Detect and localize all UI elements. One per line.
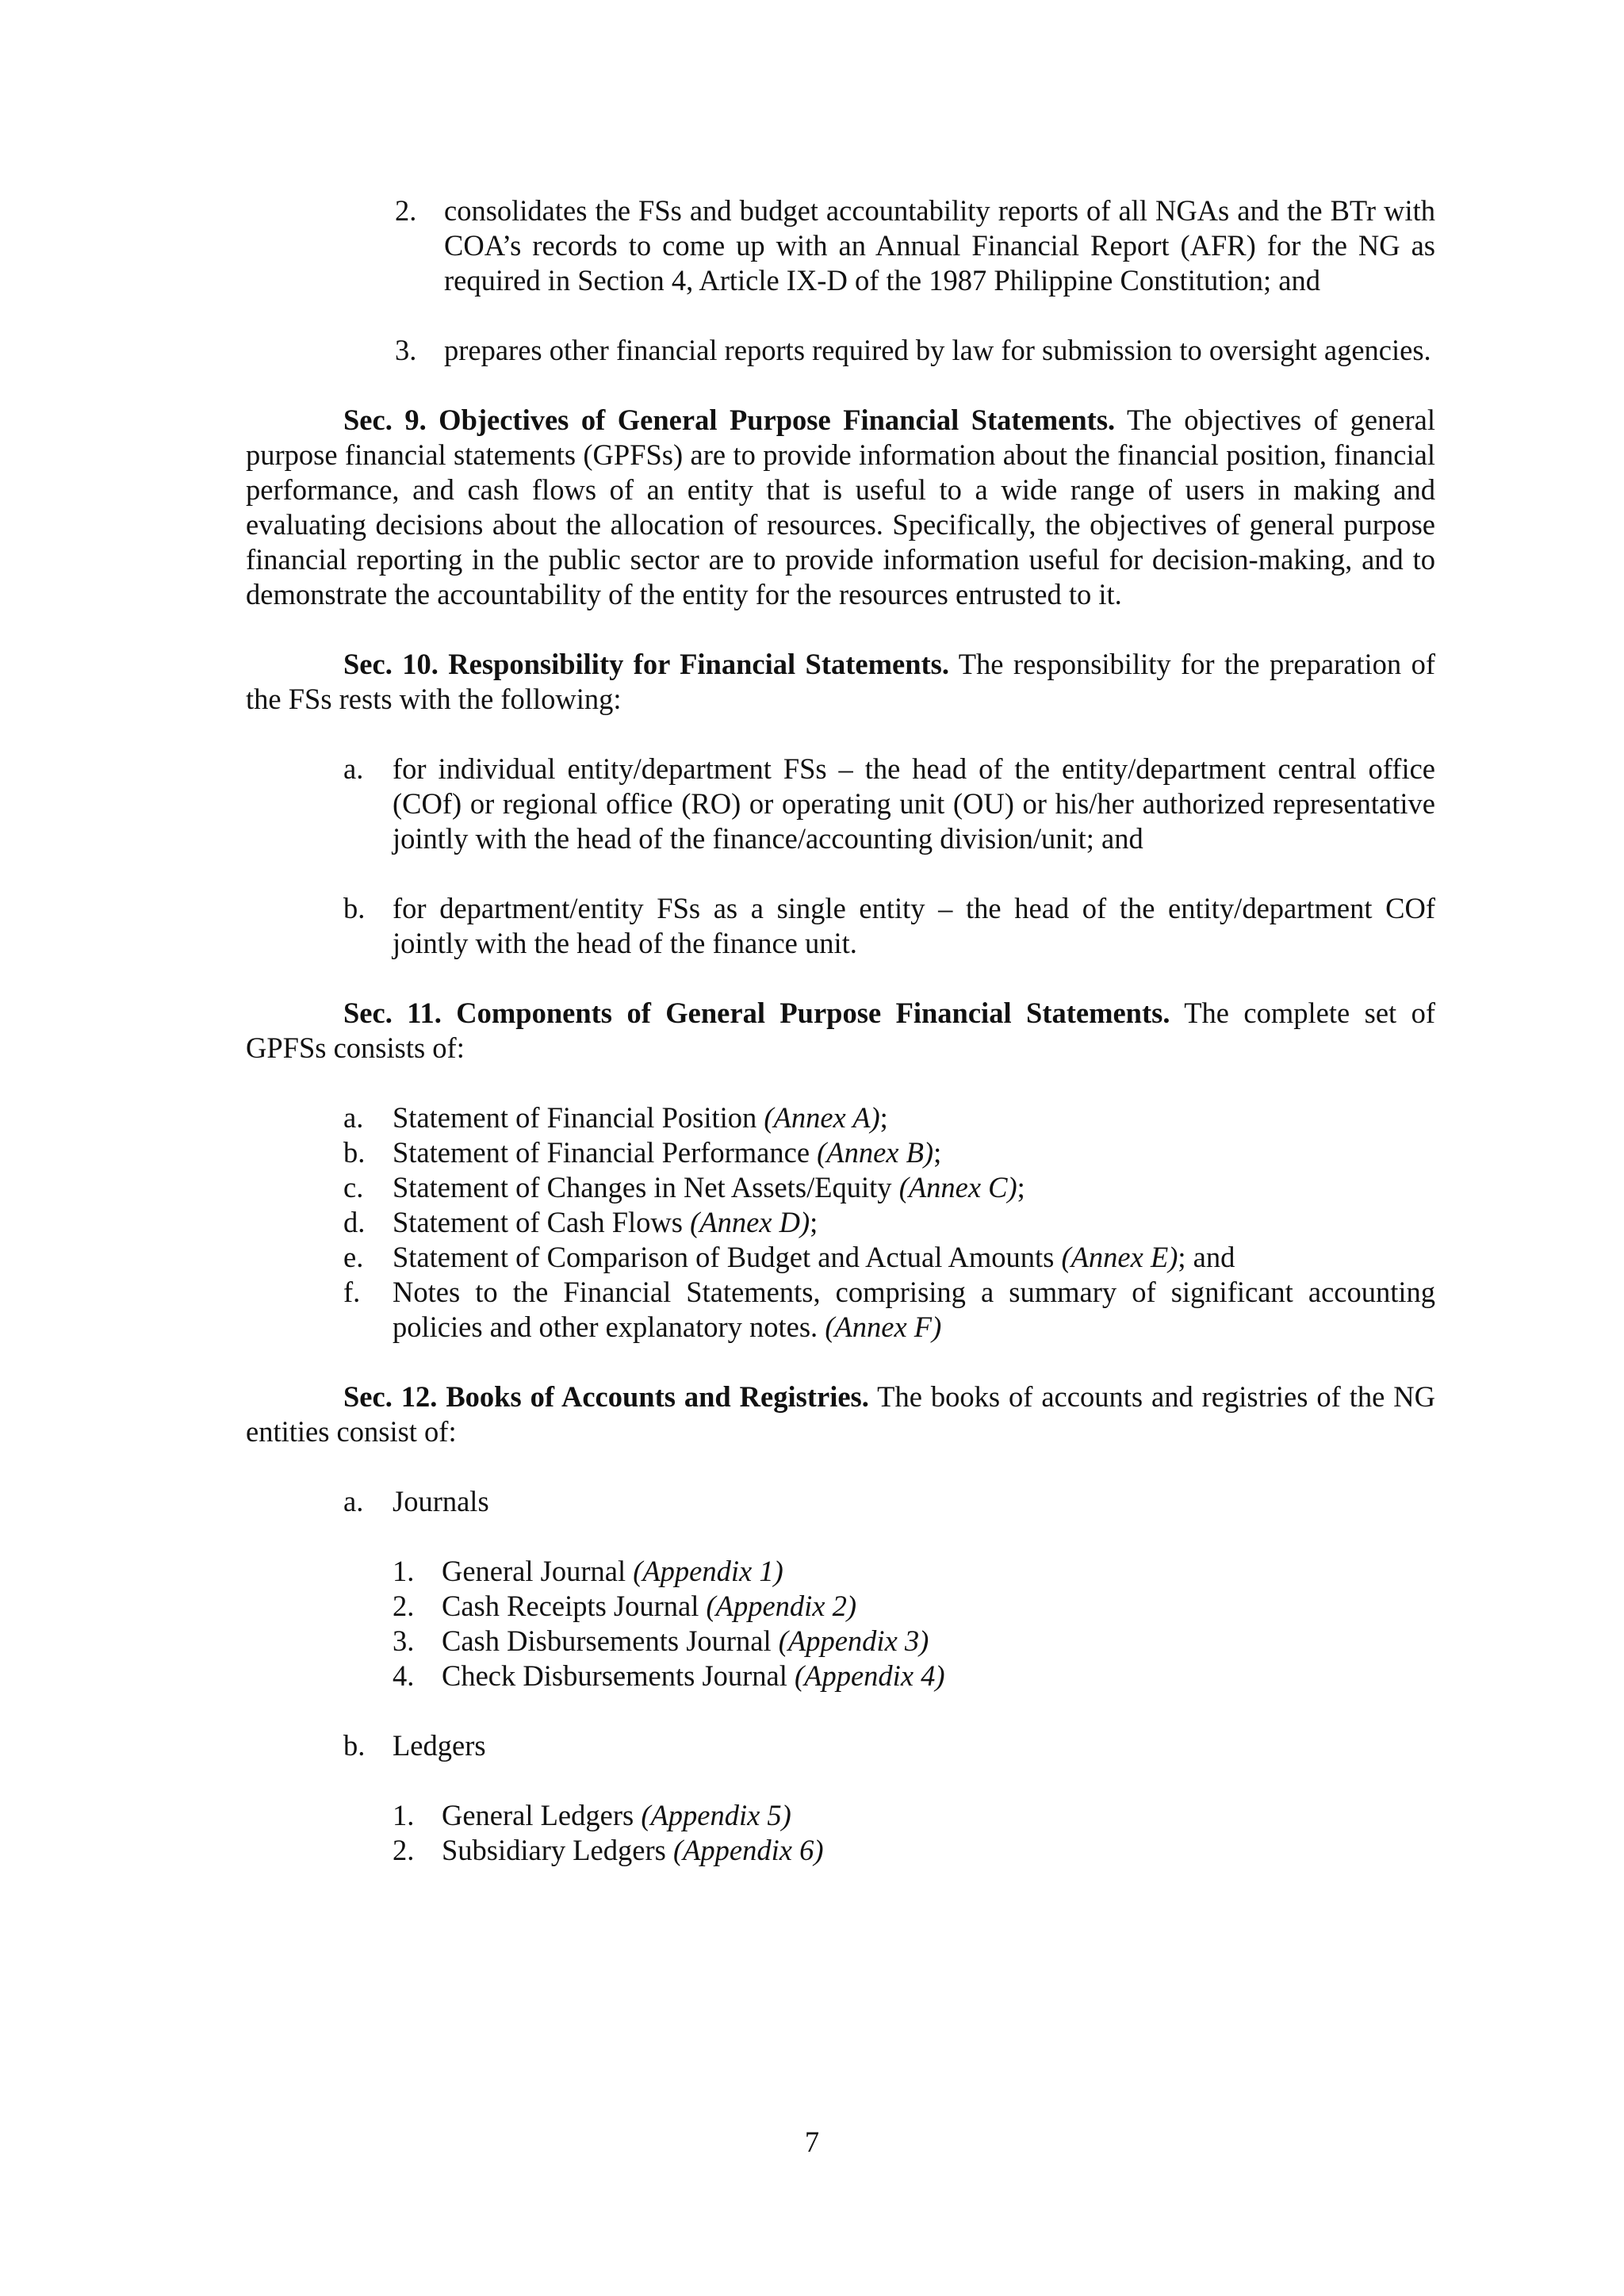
list-marker: a. bbox=[343, 1101, 364, 1134]
annex-reference: (Annex C) bbox=[898, 1171, 1017, 1203]
list-item-text: Statement of Financial Performance (Annex B); bbox=[393, 1136, 942, 1169]
list-marker: 1. bbox=[393, 1799, 415, 1831]
section-body: The books of accounts and registries of the NG entities consist of: bbox=[246, 1380, 1435, 1448]
list-item-text: Check Disbursements Journal (Appendix 4) bbox=[442, 1659, 945, 1692]
section-9 bbox=[246, 403, 1435, 612]
list-item-text: for department/entity FSs as a single entity – the head of the entity/department COf jointly with the head of the finance unit. bbox=[393, 892, 1435, 959]
list-item bbox=[395, 193, 1435, 298]
annex-reference: (Annex F) bbox=[825, 1311, 942, 1343]
list-item-text: Statement of Comparison of Budget and Actual Amounts (Annex E); and bbox=[393, 1241, 1235, 1273]
section-heading: Sec. 10. Responsibility for Financial Statements. bbox=[343, 648, 949, 680]
list-marker: 2. bbox=[393, 1590, 415, 1622]
list-marker: e. bbox=[343, 1241, 364, 1273]
books-list bbox=[343, 1484, 1435, 1519]
list-item-text: prepares other financial reports required by law for submission to oversight agencies. bbox=[444, 334, 1431, 366]
list-item-text: General Journal (Appendix 1) bbox=[442, 1555, 783, 1587]
list-marker: b. bbox=[343, 1136, 366, 1169]
section-heading: Sec. 12. Books of Accounts and Registries. bbox=[343, 1380, 869, 1413]
list-item bbox=[343, 1240, 1435, 1275]
list-marker: 3. bbox=[395, 334, 417, 366]
list-marker: b. bbox=[343, 1729, 366, 1762]
section-body: The complete set of GPFSs consists of: bbox=[246, 997, 1435, 1064]
annex-reference: (Annex A) bbox=[764, 1101, 880, 1134]
list-item bbox=[343, 1205, 1435, 1240]
list-marker: 3. bbox=[393, 1624, 415, 1657]
list-item-text: Statement of Changes in Net Assets/Equity (Annex C); bbox=[393, 1171, 1025, 1203]
list-item bbox=[343, 1275, 1435, 1345]
list-marker: c. bbox=[343, 1171, 364, 1203]
section-heading: Sec. 11. Components of General Purpose Financial Statements. bbox=[343, 997, 1170, 1029]
list-item bbox=[343, 1728, 1435, 1763]
list-item bbox=[395, 333, 1435, 368]
annex-reference: (Annex D) bbox=[690, 1206, 810, 1238]
list-item-text: Cash Disbursements Journal (Appendix 3) bbox=[442, 1624, 929, 1657]
section-body: The objectives of general purpose financial statements (GPFSs) are to provide information about the financial position, financial performance, and cash flows of an entity that is useful to a wide range of users in making and evaluating decisions about the allocation of resources. Specifically, the objectives of general purpose financial reporting in the public sector are to provide information useful for decision-making, and to demonstrate the accountability of the entity for the resources entrusted to it. bbox=[246, 404, 1435, 610]
list-item bbox=[343, 752, 1435, 856]
components-list bbox=[343, 1100, 1435, 1345]
list-item-text: Subsidiary Ledgers (Appendix 6) bbox=[442, 1834, 824, 1866]
list-group-label: Journals bbox=[393, 1485, 489, 1517]
journals-list bbox=[393, 1554, 1435, 1693]
appendix-reference: (Appendix 2) bbox=[706, 1590, 857, 1622]
appendix-reference: (Appendix 1) bbox=[633, 1555, 783, 1587]
appendix-reference: (Appendix 6) bbox=[672, 1834, 824, 1866]
list-item-text: Notes to the Financial Statements, comprising a summary of significant accounting policies and other explanatory notes. (Annex F) bbox=[393, 1276, 1435, 1343]
list-item bbox=[343, 1100, 1435, 1135]
page-number: 7 bbox=[804, 2126, 820, 2158]
list-marker: 2. bbox=[395, 194, 417, 227]
list-item-text: Statement of Financial Position (Annex A); bbox=[393, 1101, 888, 1134]
appendix-reference: (Appendix 4) bbox=[795, 1659, 945, 1692]
list-item-text: consolidates the FSs and budget accountability reports of all NGAs and the BTr with COA’s records to come up with an Annual Financial Report (AFR) for the NG as required in Section 4, Article IX-D of the 1987 Philippine Constitution; and bbox=[444, 194, 1435, 297]
list-item-text: Statement of Cash Flows (Annex D); bbox=[393, 1206, 818, 1238]
annex-reference: (Annex B) bbox=[817, 1136, 934, 1169]
list-item bbox=[343, 1170, 1435, 1205]
section-12 bbox=[246, 1380, 1435, 1449]
list-marker: 2. bbox=[393, 1834, 415, 1866]
list-item bbox=[343, 891, 1435, 961]
list-item bbox=[393, 1554, 1435, 1589]
section-body: The responsibility for the preparation of the FSs rests with the following: bbox=[246, 648, 1435, 715]
page-content bbox=[246, 193, 1435, 1868]
list-item bbox=[343, 1135, 1435, 1170]
annex-reference: (Annex E) bbox=[1061, 1241, 1178, 1273]
appendix-reference: (Appendix 3) bbox=[778, 1624, 929, 1657]
list-item bbox=[343, 1484, 1435, 1519]
list-item bbox=[393, 1659, 1435, 1693]
appendix-reference: (Appendix 5) bbox=[641, 1799, 791, 1831]
list-marker: f. bbox=[343, 1276, 361, 1308]
continued-numbered-list bbox=[395, 193, 1435, 368]
list-item-text: for individual entity/department FSs – the head of the entity/department central office (COf) or regional office (RO) or operating unit (OU) or his/her authorized representative jointly with the head of the finance/accounting division/unit; and bbox=[393, 752, 1435, 855]
list-item-text: Cash Receipts Journal (Appendix 2) bbox=[442, 1590, 857, 1622]
section-11 bbox=[246, 996, 1435, 1066]
list-marker: 1. bbox=[393, 1555, 415, 1587]
list-marker: a. bbox=[343, 752, 364, 785]
list-group-label: Ledgers bbox=[393, 1729, 486, 1762]
list-item-text: General Ledgers (Appendix 5) bbox=[442, 1799, 791, 1831]
list-item bbox=[393, 1624, 1435, 1659]
ledgers-list bbox=[393, 1798, 1435, 1868]
list-marker: a. bbox=[343, 1485, 364, 1517]
list-marker: b. bbox=[343, 892, 366, 924]
section-10 bbox=[246, 647, 1435, 717]
list-marker: 4. bbox=[393, 1659, 415, 1692]
list-marker: d. bbox=[343, 1206, 366, 1238]
list-item bbox=[393, 1798, 1435, 1833]
list-item bbox=[393, 1833, 1435, 1868]
section-heading: Sec. 9. Objectives of General Purpose Financial Statements. bbox=[343, 404, 1116, 436]
list-item bbox=[393, 1589, 1435, 1624]
responsibility-list bbox=[343, 752, 1435, 961]
books-list-continued bbox=[343, 1728, 1435, 1763]
